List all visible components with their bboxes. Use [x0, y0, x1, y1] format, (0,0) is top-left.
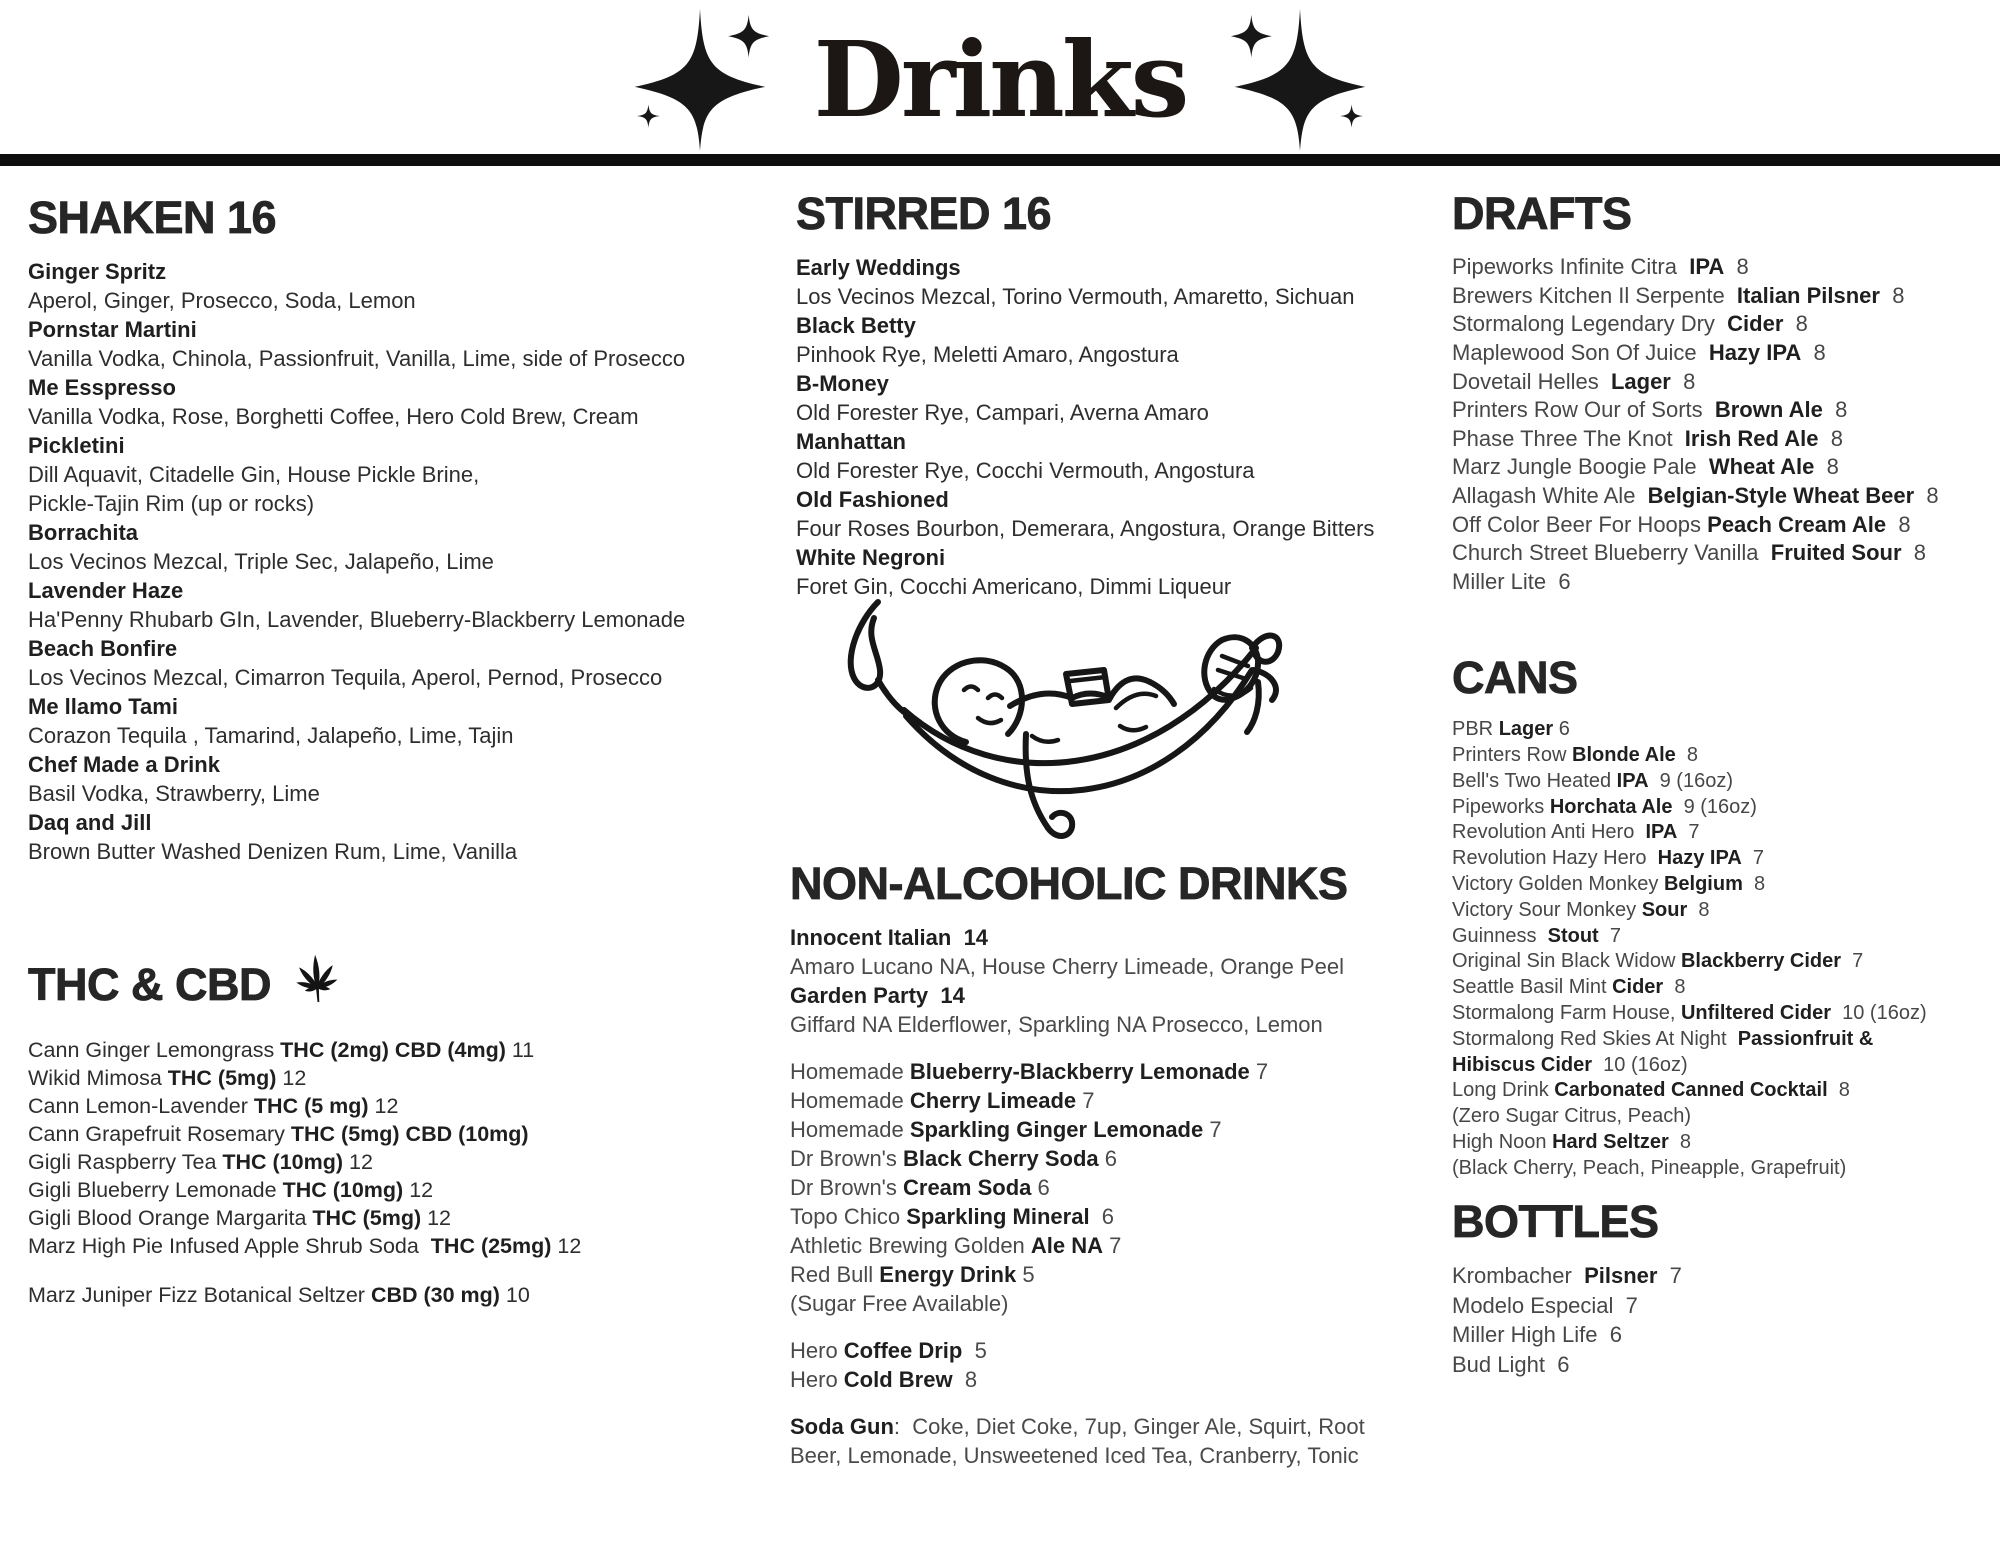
- section-heading-cans: CANS: [1452, 652, 1578, 703]
- menu-item-line: [1452, 1078, 2000, 1104]
- menu-item-line: [28, 1148, 768, 1176]
- menu-item-line: [790, 1173, 1440, 1202]
- item-emphasis: Belgium: [1663, 873, 1743, 896]
- item-name: Black Betty: [796, 313, 916, 339]
- item-emphasis: Coffee Drip: [843, 1338, 963, 1364]
- item-text: 8: [1668, 1131, 1692, 1153]
- item-emphasis: Ale NA: [1030, 1233, 1104, 1259]
- item-name: Daq and Jill: [28, 810, 152, 836]
- section-heading-thc: THC & CBD: [28, 959, 271, 1011]
- item-text: 7: [1741, 847, 1765, 870]
- menu-item-line: [790, 1010, 1440, 1039]
- menu-item-line: [1452, 1001, 2000, 1027]
- menu-item-line: [28, 1232, 768, 1260]
- item-emphasis: THC (10mg): [222, 1150, 344, 1174]
- menu-item-line: [1452, 282, 2000, 311]
- item-emphasis: Blueberry-Blackberry Lemonade: [909, 1059, 1250, 1085]
- menu-item-line: [1452, 898, 2000, 924]
- section-heading-drafts: DRAFTS: [1452, 188, 1632, 239]
- item-text: Modelo Especial 7: [1452, 1292, 1638, 1318]
- section-heading-row: [796, 190, 1446, 237]
- item-emphasis: IPA: [1689, 254, 1725, 280]
- item-text: Amaro Lucano NA, House Cherry Limeade, Orange Peel: [790, 954, 1344, 980]
- item-text: Maplewood Son Of Juice: [1452, 340, 1709, 366]
- item-text: 12: [551, 1234, 582, 1258]
- item-emphasis: CBD (30 mg): [370, 1283, 500, 1307]
- item-emphasis: IPA: [1616, 769, 1649, 792]
- item-name: Me Esspresso: [28, 375, 176, 401]
- menu-item-line: [28, 1092, 768, 1120]
- item-text: Stormalong Red Skies At Night: [1452, 1027, 1738, 1050]
- item-text: 8: [1670, 368, 1696, 394]
- menu-item-line: [1452, 795, 2000, 821]
- menu-item-line: [1452, 539, 2000, 568]
- menu-item-line: [790, 1260, 1440, 1289]
- item-ingredients: Old Forester Rye, Cocchi Vermouth, Angostura: [796, 458, 1255, 484]
- item-ingredients: Ha'Penny Rhubarb GIn, Lavender, Blueberry-Blackberry Lemonade: [28, 607, 686, 633]
- item-emphasis: IPA: [1645, 821, 1678, 844]
- item-emphasis: Cherry Limeade: [909, 1088, 1077, 1114]
- menu-item-line: [1452, 820, 2000, 846]
- item-text: Marz Jungle Boogie Pale: [1452, 454, 1709, 480]
- item-emphasis: THC (5mg): [312, 1206, 422, 1230]
- item-text: 8: [1886, 511, 1911, 537]
- menu-item-line: [1452, 717, 2000, 743]
- item-text: (Zero Sugar Citrus, Peach): [1452, 1105, 1691, 1128]
- page-title: Drinks: [813, 18, 1187, 141]
- menu-item-line: [790, 981, 1440, 1010]
- item-text: 8: [1742, 873, 1766, 896]
- item-text: Miller Lite 6: [1452, 568, 1571, 594]
- item-text: Printers Row Our of Sorts: [1452, 397, 1715, 423]
- item-text: Cann Lemon-Lavender: [28, 1094, 254, 1118]
- item-name: Beach Bonfire: [28, 636, 178, 662]
- item-text: Stormalong Legendary Dry: [1452, 311, 1728, 337]
- item-emphasis: THC (25mg): [430, 1234, 552, 1258]
- menu-item-line: [790, 1289, 1440, 1318]
- item-ingredients: Four Roses Bourbon, Demerara, Angostura, Orange Bitters: [796, 516, 1375, 542]
- menu-item-line: [1452, 975, 2000, 1001]
- section-non-alcoholic: [790, 860, 1440, 1470]
- menu-item-line: [1452, 1320, 2000, 1350]
- item-text: Athletic Brewing Golden: [790, 1233, 1031, 1259]
- menu-item-line: [1452, 1261, 2000, 1291]
- sparkle-cluster-icon: [616, 7, 784, 153]
- item-text: (Sugar Free Available): [790, 1291, 1009, 1317]
- section-heading-bottles: BOTTLES: [1452, 1196, 1659, 1247]
- menu-item-line: [790, 1336, 1440, 1365]
- item-emphasis: Belgian-Style Wheat Beer: [1647, 483, 1915, 508]
- menu-item-line: [1452, 568, 2000, 597]
- item-text: Red Bull: [790, 1262, 880, 1288]
- item-text: 5: [1016, 1262, 1035, 1288]
- item-text: 8: [1814, 454, 1839, 480]
- item-text: 8: [1914, 483, 1939, 508]
- item-emphasis: Brown Ale: [1714, 397, 1823, 423]
- item-text: 5: [962, 1338, 987, 1364]
- item-text: 8: [1783, 311, 1808, 337]
- item-text: 6: [1089, 1204, 1115, 1230]
- item-emphasis: Hazy IPA: [1708, 340, 1802, 366]
- item-emphasis: Lager: [1498, 718, 1554, 741]
- menu-header: [0, 6, 2000, 154]
- item-ingredients: Foret Gin, Cocchi Americano, Dimmi Liqueur: [796, 574, 1232, 600]
- item-emphasis: Cider: [1727, 311, 1784, 337]
- menu-item-line: [790, 952, 1440, 981]
- item-text: Long Drink: [1452, 1079, 1555, 1102]
- spacer: [790, 1039, 1440, 1057]
- item-text: Victory Sour Monkey: [1452, 898, 1642, 921]
- item-text: 7: [1103, 1233, 1122, 1259]
- item-text: Krombacher: [1452, 1263, 1585, 1289]
- item-emphasis: Black Cherry Soda: [903, 1146, 1099, 1172]
- menu-item-line: [1452, 1350, 2000, 1380]
- item-emphasis: Hazy IPA: [1657, 847, 1742, 870]
- menu-item-line: [28, 1036, 768, 1064]
- item-emphasis: Irish Red Ale: [1684, 425, 1819, 451]
- hammock-relaxing-person-illustration: [820, 586, 1290, 864]
- cannabis-leaf-icon: [278, 942, 355, 1023]
- item-emphasis: Innocent Italian 14: [790, 925, 989, 951]
- item-text: Miller High Life 6: [1452, 1322, 1622, 1348]
- item-text: 8: [1675, 744, 1698, 767]
- menu-item-line: [790, 1144, 1440, 1173]
- item-text: 8: [1724, 254, 1749, 280]
- item-text: Marz Juniper Fizz Botanical Seltzer: [28, 1283, 371, 1307]
- menu-item-line: [1452, 872, 2000, 898]
- menu-item-line: [1452, 1156, 2000, 1182]
- item-text: Homemade: [790, 1059, 910, 1085]
- item-name: Ginger Spritz: [28, 259, 167, 285]
- menu-item-line: [1452, 769, 2000, 795]
- item-emphasis: Hibiscus Cider: [1452, 1053, 1593, 1076]
- item-text: 10: [499, 1283, 530, 1307]
- item-text: Gigli Blood Orange Margarita: [28, 1206, 313, 1230]
- section-bottles: [1452, 1198, 2000, 1379]
- section-heading-row: [1452, 190, 2000, 237]
- section-heading-shaken: SHAKEN 16: [28, 192, 277, 243]
- item-text: Victory Golden Monkey: [1452, 873, 1664, 896]
- menu-item-line: [28, 1204, 768, 1232]
- item-text: 9 (16oz): [1648, 769, 1733, 792]
- menu-item-line: [790, 1115, 1440, 1144]
- item-text: : Coke, Diet Coke, 7up, Ginger Ale, Squirt, Root: [893, 1414, 1365, 1440]
- item-ingredients: Brown Butter Washed Denizen Rum, Lime, Vanilla: [28, 839, 518, 865]
- item-text: Phase Three The Knot: [1452, 425, 1685, 451]
- menu-item-line: [1452, 1291, 2000, 1321]
- item-ingredients: Los Vecinos Mezcal, Triple Sec, Jalapeño, Lime: [28, 549, 494, 575]
- item-ingredients: Basil Vodka, Strawberry, Lime: [28, 781, 320, 807]
- item-text: 6: [1553, 718, 1570, 741]
- section-cans: [1452, 654, 2000, 1182]
- item-emphasis: Sour: [1641, 898, 1688, 921]
- section-stirred: [796, 190, 1446, 601]
- item-text: PBR: [1452, 718, 1499, 741]
- section-heading-row: [1452, 1198, 2000, 1245]
- item-text: Original Sin Black Widow: [1452, 950, 1681, 973]
- item-text: Topo Chico: [790, 1204, 907, 1230]
- item-emphasis: Fruited Sour: [1770, 540, 1902, 566]
- item-text: 8: [1827, 1079, 1850, 1102]
- item-ingredients: Vanilla Vodka, Rose, Borghetti Coffee, Hero Cold Brew, Cream: [28, 404, 639, 430]
- item-text: Dr Brown's: [790, 1175, 903, 1201]
- item-emphasis: THC (2mg) CBD (4mg): [280, 1038, 506, 1062]
- menu-item-line: [1452, 453, 2000, 482]
- item-text: Pipeworks Infinite Citra: [1452, 254, 1690, 280]
- menu-item-line: [1452, 310, 2000, 339]
- item-text: 7: [1841, 950, 1864, 973]
- menu-item-line: [1452, 396, 2000, 425]
- item-text: 10 (16oz): [1831, 1002, 1927, 1025]
- item-text: (Black Cherry, Peach, Pineapple, Grapefruit): [1452, 1156, 1847, 1179]
- item-name: White Negroni: [796, 545, 946, 571]
- item-text: 7: [1249, 1059, 1269, 1085]
- item-text: 8: [1801, 340, 1826, 366]
- item-text: Revolution Hazy Hero: [1452, 847, 1658, 870]
- sparkle-cluster-icon: [1216, 7, 1384, 153]
- item-text: Giffard NA Elderflower, Sparkling NA Prosecco, Lemon: [790, 1012, 1323, 1038]
- item-emphasis: Horchata Ale: [1549, 795, 1673, 818]
- item-text: 11: [505, 1038, 535, 1062]
- item-text: 8: [1879, 282, 1905, 308]
- item-emphasis: Blackberry Cider: [1680, 950, 1842, 973]
- item-emphasis: Garden Party 14: [790, 983, 965, 1009]
- item-emphasis: Unfiltered Cider: [1680, 1002, 1832, 1025]
- menu-item-line: [1452, 339, 2000, 368]
- item-text: 8: [1822, 397, 1848, 423]
- section-thc-cbd: [28, 950, 768, 1309]
- item-text: High Noon: [1452, 1131, 1553, 1153]
- section-drafts: [1452, 190, 2000, 596]
- item-text: 7: [1677, 821, 1700, 844]
- item-emphasis: Passionfruit &: [1737, 1027, 1874, 1050]
- item-text: 7: [1203, 1117, 1222, 1143]
- item-text: 8: [1901, 540, 1926, 566]
- divider-rule: [0, 154, 2000, 166]
- item-text: Beer, Lemonade, Unsweetened Iced Tea, Cranberry, Tonic: [790, 1443, 1359, 1469]
- item-text: 8: [1663, 976, 1686, 999]
- item-emphasis: THC (10mg): [282, 1178, 404, 1202]
- section-heading-stirred: STIRRED 16: [796, 188, 1052, 239]
- menu-item-line: [1452, 1104, 2000, 1130]
- menu-item-line: [28, 1281, 768, 1309]
- item-name: Early Weddings: [796, 255, 961, 281]
- menu-item-line: [790, 1231, 1440, 1260]
- item-text: Pipeworks: [1452, 795, 1550, 818]
- item-text: 7: [1657, 1263, 1682, 1289]
- item-emphasis: THC (5mg) CBD (10mg): [290, 1122, 529, 1146]
- item-name: Pornstar Martini: [28, 317, 197, 343]
- item-emphasis: Italian Pilsner: [1736, 282, 1880, 308]
- menu-item-line: [1452, 924, 2000, 950]
- item-text: Gigli Blueberry Lemonade: [28, 1178, 283, 1202]
- section-heading-nonalc: NON-ALCOHOLIC DRINKS: [790, 858, 1348, 909]
- menu-item-line: [1452, 1053, 2000, 1079]
- item-emphasis: Cold Brew: [843, 1367, 953, 1393]
- menu-item-line: [790, 1057, 1440, 1086]
- item-text: Guinness: [1452, 924, 1548, 947]
- spacer: [28, 1260, 768, 1281]
- item-text: Dr Brown's: [790, 1146, 903, 1172]
- spacer: [790, 1318, 1440, 1336]
- item-ingredients: Los Vecinos Mezcal, Cimarron Tequila, Aperol, Pernod, Prosecco: [28, 665, 663, 691]
- item-text: 12: [421, 1206, 451, 1230]
- menu-item-line: [1452, 1130, 2000, 1156]
- menu-item-line: [28, 1120, 768, 1148]
- item-text: 12: [403, 1178, 434, 1202]
- item-name: Pickletini: [28, 433, 125, 459]
- item-text: 10 (16oz): [1592, 1053, 1688, 1076]
- item-emphasis: Stout: [1547, 924, 1599, 947]
- item-emphasis: THC (5mg): [167, 1066, 277, 1090]
- menu-item-line: [1452, 846, 2000, 872]
- item-text: Marz High Pie Infused Apple Shrub Soda: [28, 1234, 431, 1258]
- item-emphasis: Wheat Ale: [1708, 454, 1815, 480]
- menu-item-line: [1452, 425, 2000, 454]
- item-emphasis: Pilsner: [1584, 1263, 1658, 1289]
- item-emphasis: Sparkling Ginger Lemonade: [909, 1117, 1204, 1143]
- menu-item-line: [1452, 368, 2000, 397]
- item-ingredients: Old Forester Rye, Campari, Averna Amaro: [796, 400, 1209, 426]
- item-text: Wikid Mimosa: [28, 1066, 168, 1090]
- item-text: Bell's Two Heated: [1452, 769, 1617, 792]
- item-text: Brewers Kitchen Il Serpente: [1452, 282, 1737, 308]
- item-ingredients: Pinhook Rye, Meletti Amaro, Angostura: [796, 342, 1179, 368]
- spacer: [790, 1394, 1440, 1412]
- item-text: Homemade: [790, 1117, 910, 1143]
- item-emphasis: Cider: [1612, 976, 1664, 999]
- item-text: Cann Ginger Lemongrass: [28, 1038, 281, 1062]
- item-text: 7: [1076, 1088, 1095, 1114]
- item-text: 6: [1031, 1175, 1050, 1201]
- item-emphasis: Energy Drink: [879, 1262, 1017, 1288]
- item-ingredients: Corazon Tequila , Tamarind, Jalapeño, Lime, Tajin: [28, 723, 514, 749]
- menu-item-line: [790, 1412, 1440, 1441]
- item-ingredients: Vanilla Vodka, Chinola, Passionfruit, Vanilla, Lime, side of Prosecco: [28, 346, 686, 372]
- item-text: Hero: [790, 1367, 844, 1393]
- section-heading-row: [790, 860, 1440, 907]
- menu-item-line: [1452, 1027, 2000, 1053]
- menu-item-line: [28, 1176, 768, 1204]
- menu-item-line: [790, 1086, 1440, 1115]
- menu-item-line: [1452, 253, 2000, 282]
- item-text: Seattle Basil Mint: [1452, 976, 1613, 999]
- item-text: Cann Grapefruit Rosemary: [28, 1122, 291, 1146]
- item-text: Allagash White Ale: [1452, 483, 1648, 508]
- item-text: Church Street Blueberry Vanilla: [1452, 540, 1771, 566]
- item-text: Hero: [790, 1338, 844, 1364]
- item-emphasis: Soda Gun: [790, 1414, 894, 1440]
- item-text: 8: [952, 1367, 978, 1393]
- item-name: Me llamo Tami: [28, 694, 178, 720]
- item-text: Off Color Beer For Hoops: [1452, 511, 1708, 537]
- item-emphasis: Carbonated Canned Cocktail: [1554, 1079, 1828, 1102]
- item-text: 7: [1598, 924, 1621, 947]
- item-name: B-Money: [796, 371, 889, 397]
- menu-item-line: [790, 1365, 1440, 1394]
- menu-item-line: [790, 923, 1440, 952]
- menu-item-line: [1452, 743, 2000, 769]
- item-text: Printers Row: [1452, 744, 1573, 767]
- item-emphasis: Cream Soda: [903, 1175, 1032, 1201]
- item-text: 12: [276, 1066, 307, 1090]
- item-ingredients: Pickle-Tajin Rim (up or rocks): [28, 491, 315, 517]
- item-text: Bud Light 6: [1452, 1351, 1570, 1377]
- item-ingredients: Dill Aquavit, Citadelle Gin, House Pickle Brine,: [28, 462, 480, 488]
- item-emphasis: THC (5 mg): [253, 1094, 369, 1118]
- item-name: Manhattan: [796, 429, 906, 455]
- item-name: Old Fashioned: [796, 487, 949, 513]
- section-heading-row: [28, 194, 768, 241]
- item-text: Revolution Anti Hero: [1452, 821, 1646, 844]
- item-emphasis: Blonde Ale: [1572, 744, 1676, 767]
- menu-item-line: [1452, 511, 2000, 540]
- item-emphasis: Lager: [1610, 368, 1671, 394]
- item-text: Dovetail Helles: [1452, 368, 1611, 394]
- menu-item-line: [790, 1202, 1440, 1231]
- item-text: Stormalong Farm House,: [1452, 1002, 1681, 1025]
- item-ingredients: Los Vecinos Mezcal, Torino Vermouth, Amaretto, Sichuan: [796, 284, 1355, 310]
- menu-item-line: [28, 1064, 768, 1092]
- item-text: 12: [368, 1094, 399, 1118]
- section-shaken: [28, 194, 768, 866]
- section-heading-row: [1452, 654, 2000, 701]
- item-text: 8: [1818, 425, 1843, 451]
- menu-item-line: [1452, 949, 2000, 975]
- item-ingredients: Aperol, Ginger, Prosecco, Soda, Lemon: [28, 288, 416, 314]
- menu-item-line: [790, 1441, 1440, 1470]
- item-emphasis: Hard Seltzer: [1552, 1131, 1669, 1153]
- menu-item-line: [1452, 482, 2000, 511]
- item-name: Lavender Haze: [28, 578, 184, 604]
- item-text: 6: [1098, 1146, 1117, 1172]
- item-text: 12: [343, 1150, 373, 1174]
- item-name: Borrachita: [28, 520, 139, 546]
- item-text: 9 (16oz): [1672, 795, 1757, 818]
- item-text: Homemade: [790, 1088, 910, 1114]
- section-heading-row: [28, 950, 768, 1020]
- item-text: 8: [1687, 898, 1710, 921]
- item-emphasis: Sparkling Mineral: [906, 1204, 1090, 1230]
- item-emphasis: Peach Cream Ale: [1707, 511, 1887, 537]
- item-name: Chef Made a Drink: [28, 752, 220, 778]
- item-text: Gigli Raspberry Tea: [28, 1150, 223, 1174]
